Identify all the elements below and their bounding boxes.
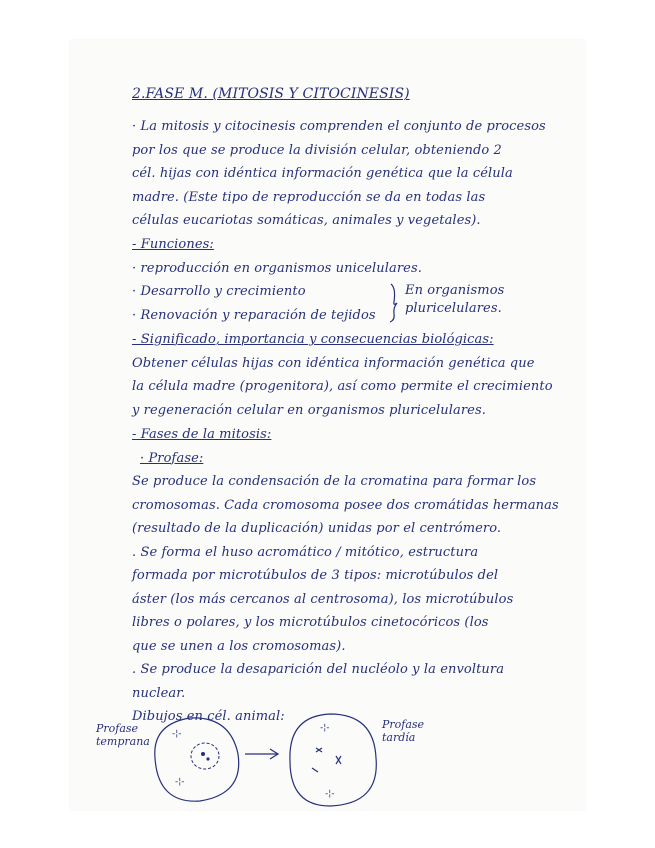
funciones-item: · Renovación y reparación de tejidos	[132, 307, 376, 323]
profase-line: Se produce la condensación de la cromatina para formar los	[132, 474, 537, 489]
profase-line: que se unen a los cromosomas).	[132, 638, 346, 654]
significado-section	[132, 328, 553, 422]
profase-line: . Se forma el huso acromático / mitótico, estructura	[132, 544, 479, 560]
funciones-heading: - Funciones:	[132, 237, 214, 252]
arrow-icon	[245, 749, 278, 759]
brace-note	[405, 282, 504, 318]
profase-line: nuclear.	[132, 685, 186, 701]
profase-line: áster (los más cercanos al centrosoma), los microtúbulos	[132, 591, 514, 607]
profase-line: formada por microtúbulos de 3 tipos: microtúbulos del	[132, 568, 499, 583]
drawings-heading: Dibujos en cél. animal:	[132, 709, 285, 724]
brace-note-line: pluricelulares.	[405, 301, 502, 316]
profase-heading: · Profase:	[140, 450, 204, 466]
intro-line: células eucariotas somáticas, animales y vegetales).	[132, 213, 481, 228]
significado-line: y regeneración celular en organismos pluricelulares.	[132, 402, 486, 418]
cell-drawings	[140, 706, 390, 816]
early-prophase-cell	[155, 718, 239, 801]
funciones-item: · Desarrollo y crecimiento	[132, 284, 306, 299]
profase-line: cromosomas. Cada cromosoma posee dos cromátidas hermanas	[132, 497, 559, 513]
intro-paragraph	[132, 115, 546, 233]
fases-section	[132, 423, 559, 729]
profase-line: libres o polares, y los microtúbulos cinetocóricos (los	[132, 615, 489, 630]
left-label-line: temprana	[96, 735, 150, 748]
significado-line: la célula madre (progenitora), así como permite el crecimiento	[132, 379, 553, 394]
page-title: 2.FASE M. (MITOSIS Y CITOCINESIS)	[132, 86, 410, 102]
intro-line: · La mitosis y citocinesis comprenden el conjunto de procesos	[132, 119, 546, 134]
intro-line: madre. (Este tipo de reproducción se da en todas las	[132, 189, 486, 205]
late-prophase-cell	[290, 714, 376, 806]
svg-text:-¦-: -¦-	[175, 777, 185, 787]
intro-line: cél. hijas con idéntica información genética que la célula	[132, 166, 513, 181]
left-label-line: Profase	[96, 722, 139, 735]
fases-heading: - Fases de la mitosis:	[132, 427, 272, 442]
right-label-line: tardía	[382, 731, 416, 744]
brace-note-line: En organismos	[405, 283, 505, 298]
right-label-line: Profase	[382, 718, 425, 731]
svg-text:-¦-: -¦-	[320, 723, 330, 733]
svg-text:-¦-: -¦-	[172, 729, 182, 739]
significado-heading: - Significado, importancia y consecuencias biológicas:	[132, 332, 494, 347]
significado-line: Obtener células hijas con idéntica información genética que	[132, 355, 535, 371]
brace-mark	[388, 282, 400, 324]
profase-line: (resultado de la duplicación) unidas por el centrómero.	[132, 521, 502, 536]
intro-line: por los que se produce la división celular, obteniendo 2	[132, 142, 502, 158]
funciones-item: · reproducción en organismos unicelulares.	[132, 260, 422, 276]
svg-text:-¦-: -¦-	[325, 789, 335, 799]
profase-line: . Se produce la desaparición del nucléolo y la envoltura	[132, 662, 505, 677]
funciones-section	[132, 233, 422, 327]
